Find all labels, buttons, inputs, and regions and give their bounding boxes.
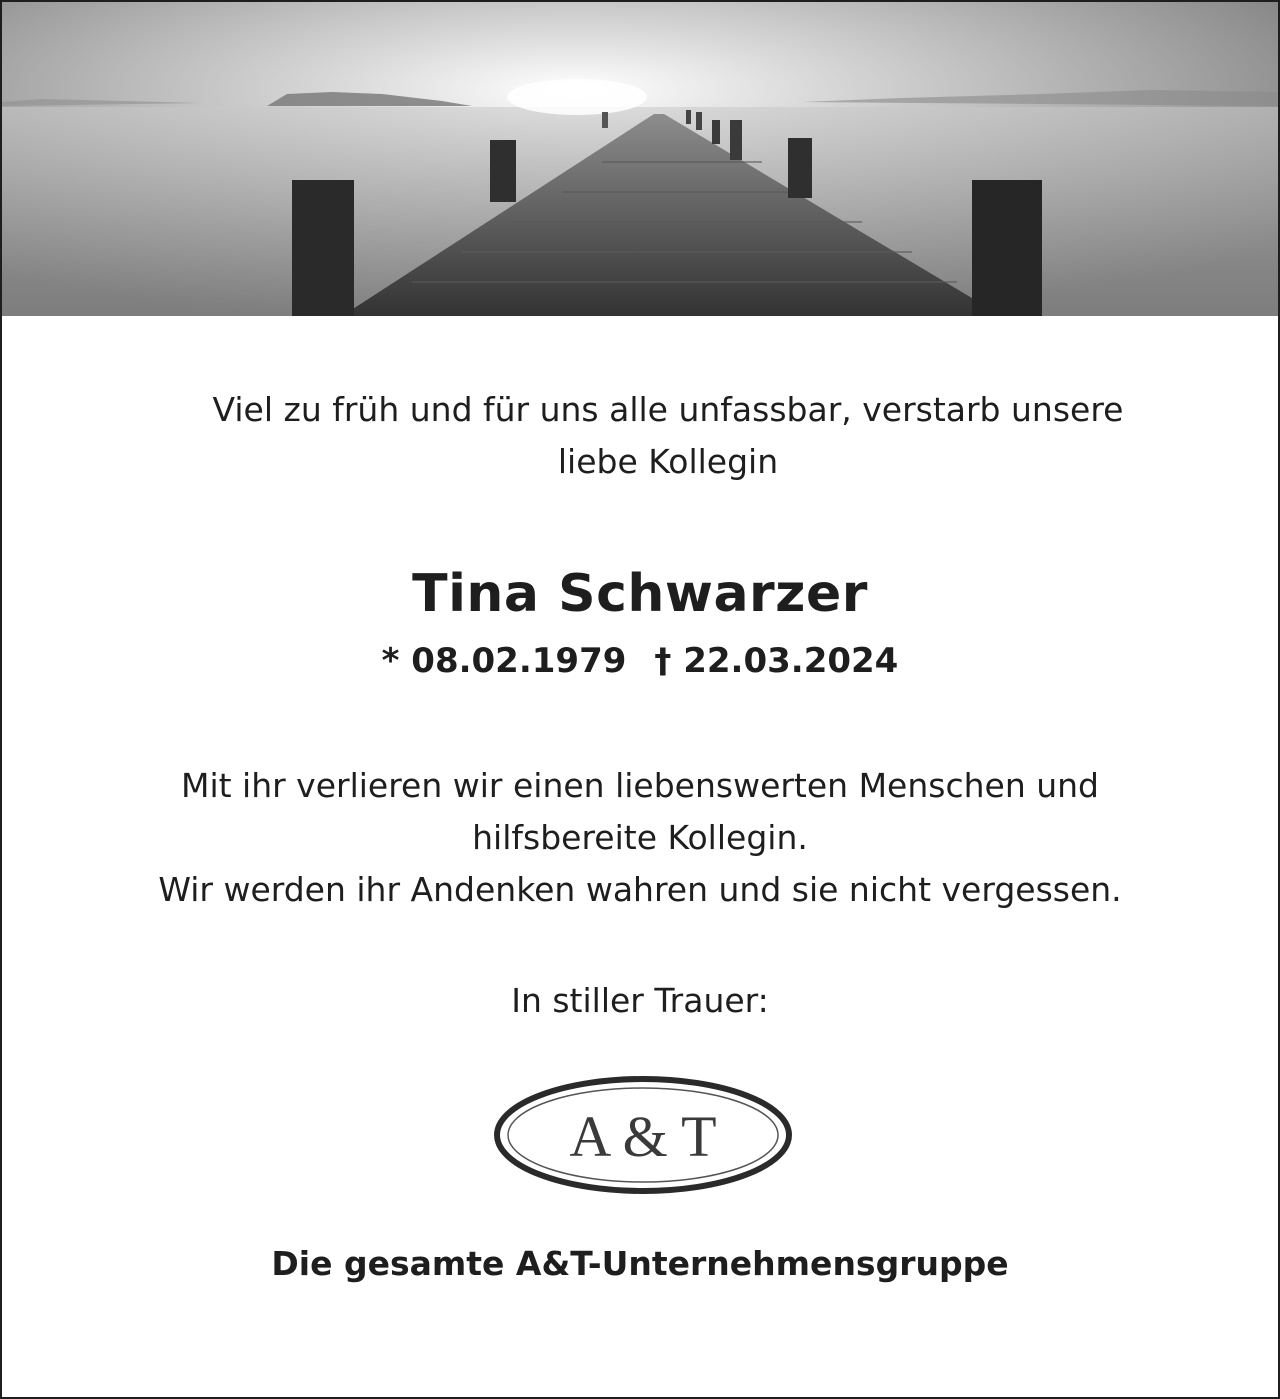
death-date: † 22.03.2024 — [654, 641, 899, 681]
company-logo — [490, 1074, 796, 1196]
intro-line: Viel zu früh und für uns alle unfassbar, verstarb unsere — [212, 390, 1124, 429]
logo-text: A & T — [569, 1104, 717, 1169]
deceased-name: Tina Schwarzer — [412, 564, 868, 624]
message-line: Mit ihr verlieren wir einen liebenswerten Menschen und — [180, 766, 1100, 805]
message-line: Wir werden ihr Andenken wahren und sie nicht vergessen. — [158, 870, 1122, 909]
signature: Die gesamte A&T-Unternehmensgruppe — [271, 1244, 1009, 1283]
intro-text — [2, 384, 1278, 488]
mourning-line: In stiller Trauer: — [511, 981, 769, 1020]
birth-date: * 08.02.1979 — [381, 641, 627, 681]
condolence-message — [2, 760, 1278, 916]
life-dates — [2, 638, 1278, 684]
pier-photo — [2, 2, 1278, 316]
message-line: hilfsbereite Kollegin. — [472, 818, 808, 857]
intro-line: liebe Kollegin — [557, 442, 779, 481]
